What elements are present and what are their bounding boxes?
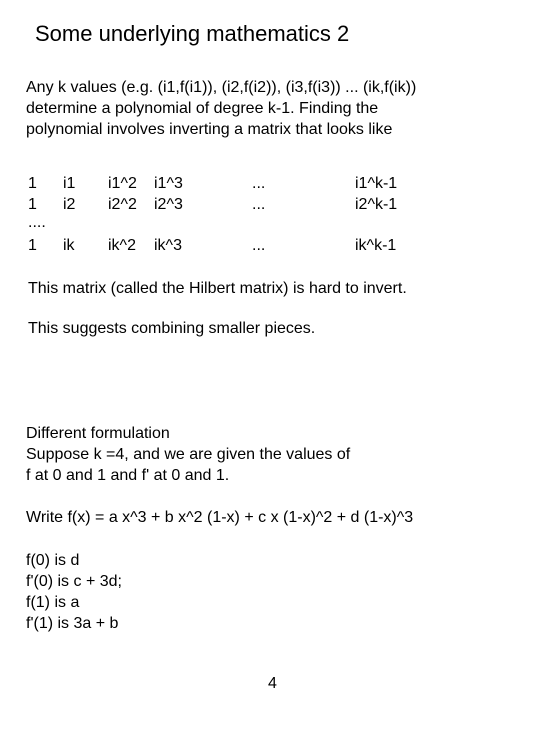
matrix-cell: i1^3 — [154, 175, 183, 192]
matrix-cell: ik^3 — [154, 237, 182, 254]
hilbert-note: This matrix (called the Hilbert matrix) is hard to invert. — [28, 280, 407, 297]
matrix-cell: i2^2 — [108, 196, 137, 213]
matrix-cell: 1 — [28, 237, 37, 254]
matrix-row — [0, 212, 547, 234]
matrix-cell: i2^3 — [154, 196, 183, 213]
matrix-cell: ... — [252, 237, 266, 254]
matrix-cell: i2^k-1 — [355, 196, 398, 213]
page-title: Some underlying mathematics 2 — [35, 21, 350, 46]
intro-line: polynomial involves inverting a matrix that looks like — [26, 121, 393, 138]
matrix-row — [0, 173, 547, 195]
matrix-cell: ik — [63, 237, 75, 254]
matrix-cell: 1 — [28, 196, 37, 213]
matrix-cell: ... — [252, 175, 266, 192]
intro-line: Any k values (e.g. (i1,f(i1)), (i2,f(i2)), (i3,f(i3)) ... (ik,f(ik)) — [26, 79, 417, 96]
matrix-cell: i2 — [63, 196, 76, 213]
matrix-cell: i1 — [63, 175, 76, 192]
formulation-line: Suppose k =4, and we are given the values of — [26, 446, 351, 463]
matrix-cell: ik^k-1 — [355, 237, 397, 254]
result-line: f(0) is d — [26, 552, 80, 569]
suggestion-text: This suggests combining smaller pieces. — [28, 320, 316, 337]
formula-line: Write f(x) = a x^3 + b x^2 (1-x) + c x (1-x)^2 + d (1-x)^3 — [26, 509, 414, 526]
matrix-cell: ... — [252, 196, 266, 213]
page-number: 4 — [268, 675, 277, 692]
intro-line: determine a polynomial of degree k-1. Finding the — [26, 100, 379, 117]
result-line: f'(1) is 3a + b — [26, 615, 119, 632]
formulation-line: Different formulation — [26, 425, 170, 442]
result-line: f(1) is a — [26, 594, 80, 611]
matrix-ellipsis: .... — [28, 214, 46, 231]
matrix-cell: i1^k-1 — [355, 175, 398, 192]
matrix-cell: ik^2 — [108, 237, 136, 254]
matrix-row — [0, 235, 547, 257]
matrix-cell: 1 — [28, 175, 37, 192]
result-line: f'(0) is c + 3d; — [26, 573, 122, 590]
matrix-cell: i1^2 — [108, 175, 137, 192]
formulation-line: f at 0 and 1 and f' at 0 and 1. — [26, 467, 230, 484]
